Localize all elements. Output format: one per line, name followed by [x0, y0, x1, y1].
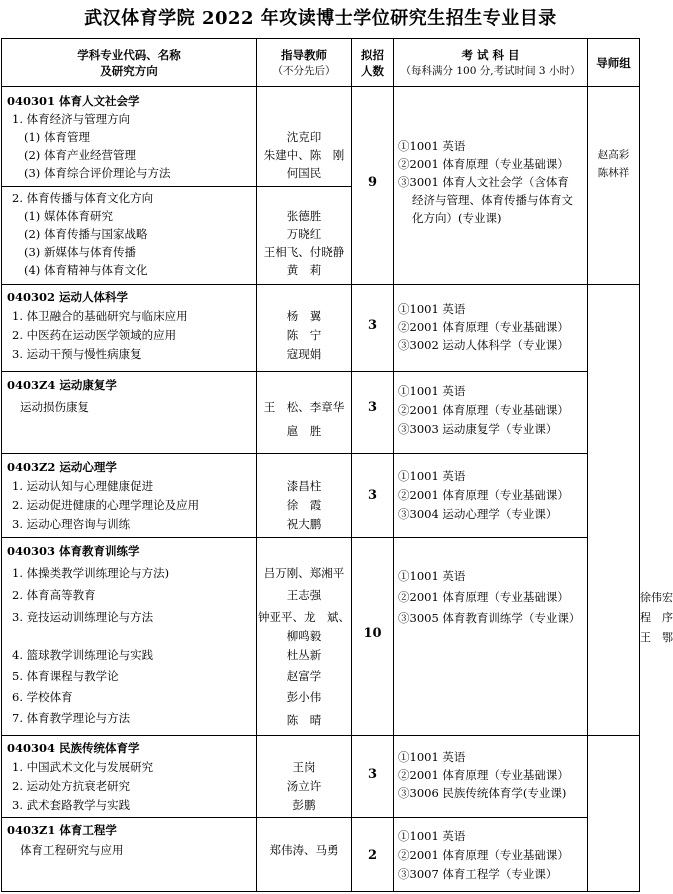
- research-direction: 1. 体操类教学训练理论与方法): [12, 566, 170, 580]
- research-direction: 3. 竞技运动训练理论与方法: [12, 610, 154, 624]
- supervisor-name: 黄 莉: [286, 263, 322, 277]
- header-major-line2: 及研究方向: [100, 63, 158, 78]
- supervisor-name: 郑伟涛、马勇: [269, 843, 339, 857]
- research-direction: 3. 运动干预与慢性病康复: [12, 347, 142, 361]
- research-subdirection: (3) 体育综合评价理论与方法: [24, 166, 171, 180]
- research-subdirection: (3) 新媒体与体育传播: [24, 245, 136, 259]
- research-direction: 2. 体育高等教育: [12, 588, 96, 602]
- research-direction: 3. 武术套路教学与实践: [12, 798, 131, 812]
- advisor-group-cell: [588, 736, 640, 892]
- advisor-group-member: 陈林祥: [597, 167, 630, 179]
- supervisor-cell: [257, 454, 352, 538]
- exam-subject: ③3002 运动人体科学（专业课）: [398, 338, 569, 352]
- header-major: [2, 39, 257, 87]
- quota-value: 2: [367, 848, 378, 863]
- supervisor-name: 王志强: [286, 588, 322, 602]
- major-name: 040304 民族传统体育学: [7, 741, 140, 755]
- table-row: [2, 372, 640, 454]
- table-row: 040303 体育教育训练学 1. 体操类教学训练理论与方法) 2. 体育高等教育 3. 竞技运动训练理论与方法 4. 篮球教学训练理论与实践 5. 体育课程与教学论 6. 学校体育 7. 体育教学理论与方法 吕万刚、郑湘平 王志强 钟亚平、龙 斌、 柳鸣毅 杜丛新 赵富学 彭小伟 陈 晴 10 ①1001 英语 ②2001 体育原理（专业基础课） ③3005 体育教育训练学（专业课） 徐伟宏 程 序 王 鄂: [2, 538, 640, 736]
- supervisor-cell: [257, 87, 352, 187]
- header-major-line1: 学科专业代码、名称: [77, 47, 181, 62]
- supervisor-name: 陈 宁: [286, 328, 322, 342]
- supervisor-name: 徐 霞: [286, 498, 322, 512]
- header-supervisor-line1: 指导教师: [281, 47, 327, 62]
- supervisor-name: 王 松、李章华: [263, 400, 345, 414]
- supervisor-name: 寇现娟: [286, 347, 322, 361]
- exam-subject: ①1001 英语: [398, 750, 466, 764]
- supervisor-name: 汤立许: [286, 779, 322, 793]
- exam-subject: ③3003 运动康复学（专业课）: [398, 422, 558, 436]
- table-row: [2, 818, 640, 892]
- major-cell: [2, 736, 257, 818]
- exam-subject: ①1001 英语: [398, 469, 466, 483]
- supervisor-name: 彭小伟: [286, 690, 322, 704]
- major-cell: [2, 187, 257, 285]
- major-name: 0403Z1 体育工程学: [7, 823, 117, 837]
- major-cell: [2, 538, 257, 736]
- exam-subject: ②2001 体育原理（专业基础课）: [398, 590, 569, 604]
- supervisor-name: 王岗: [292, 760, 316, 774]
- major-name: 040302 运动人体科学: [7, 290, 129, 304]
- supervisor-name: 何国民: [286, 166, 322, 180]
- supervisor-cell: [257, 818, 352, 892]
- advisor-group-cell: [588, 285, 640, 736]
- major-name: 040303 体育教育训练学: [7, 544, 140, 558]
- research-subdirection: (1) 体育管理: [24, 130, 90, 144]
- header-supervisor-line2: （不分先后）: [272, 64, 336, 77]
- exam-cell: [394, 87, 588, 285]
- header-exam-line2: （每科满分 100 分,考试时间 3 小时）: [400, 64, 581, 77]
- major-name: 040301 体育人文社会学: [7, 94, 140, 108]
- research-subdirection: (2) 体育传播与国家战略: [24, 227, 148, 241]
- table-header-row: [2, 39, 640, 87]
- exam-cell: [394, 538, 588, 736]
- supervisor-cell: [257, 736, 352, 818]
- supervisor-name: 朱建中、陈 刚: [263, 148, 345, 162]
- exam-subject: ①1001 英语: [398, 569, 466, 583]
- research-direction: 4. 篮球教学训练理论与实践: [12, 648, 154, 662]
- table-row: [2, 285, 640, 372]
- supervisor-name: 彭鹏: [292, 798, 316, 812]
- supervisor-name: 陈 晴: [286, 713, 322, 727]
- supervisor-cell: [257, 372, 352, 454]
- supervisor-cell: [257, 285, 352, 372]
- quota-value: 9: [367, 175, 378, 190]
- exam-subject: ①1001 英语: [398, 139, 466, 153]
- research-direction: 7. 体育教学理论与方法: [12, 711, 131, 725]
- exam-subject-cont: 经济与管理、体育传播与体育文: [412, 193, 573, 207]
- major-cell: [2, 818, 257, 892]
- supervisor-name: 沈克印: [286, 130, 322, 144]
- research-subdirection: (1) 媒体体育研究: [24, 209, 113, 223]
- supervisor-name: 钟亚平、龙 斌、: [258, 610, 350, 624]
- research-subdirection: (2) 体育产业经营管理: [24, 148, 136, 162]
- research-direction: 2. 运动促进健康的心理学理论及应用: [12, 498, 200, 512]
- exam-subject-cont: 化方向）(专业课): [412, 211, 502, 225]
- research-direction: 3. 运动心理咨询与训练: [12, 517, 131, 531]
- quota-cell: [352, 87, 394, 285]
- quota-cell: [352, 454, 394, 538]
- exam-cell: [394, 736, 588, 818]
- exam-cell: [394, 454, 588, 538]
- exam-cell: [394, 285, 588, 372]
- quota-value: 3: [367, 318, 378, 333]
- header-quota: [352, 39, 394, 87]
- major-cell: [2, 285, 257, 372]
- quota-cell: [352, 285, 394, 372]
- header-exam: [394, 39, 588, 87]
- supervisor-cell: [257, 538, 352, 736]
- major-cell: [2, 87, 257, 187]
- table-row: [2, 454, 640, 538]
- header-supervisor: [257, 39, 352, 87]
- research-direction: 2. 体育传播与体育文化方向: [12, 191, 154, 205]
- header-group-label: 导师组: [596, 55, 631, 70]
- supervisor-name: 万晓红: [286, 227, 322, 241]
- research-direction: 1. 中国武术文化与发展研究: [12, 760, 154, 774]
- quota-cell: [352, 372, 394, 454]
- exam-subject: ②2001 体育原理（专业基础课）: [398, 488, 569, 502]
- research-direction: 1. 体育经济与管理方向: [12, 112, 131, 126]
- research-direction: 5. 体育课程与教学论: [12, 669, 119, 683]
- page-title: 武汉体育学院 2022 年攻读博士学位研究生招生专业目录: [84, 8, 557, 29]
- exam-cell: [394, 372, 588, 454]
- supervisor-name: 王相飞、付晓静: [263, 245, 345, 259]
- advisor-group-member: 赵高彩: [597, 149, 630, 161]
- exam-subject: ③3001 体育人文社会学（含体育: [398, 175, 569, 189]
- supervisor-name: 张德胜: [286, 209, 322, 223]
- table-row: [2, 87, 640, 187]
- quota-cell: [352, 736, 394, 818]
- supervisor-name: 杜丛新: [286, 648, 322, 662]
- header-quota-line2: 人数: [361, 63, 384, 78]
- research-subdirection: (4) 体育精神与体育文化: [24, 263, 148, 277]
- exam-subject: ②2001 体育原理（专业基础课）: [398, 157, 569, 171]
- exam-subject: ①1001 英语: [398, 829, 466, 843]
- major-cell: [2, 454, 257, 538]
- supervisor-name: 赵富学: [286, 669, 322, 683]
- quota-value: 3: [367, 400, 378, 415]
- supervisor-name: 祝大鹏: [286, 517, 322, 531]
- exam-subject: ③3005 体育教育训练学（专业课）: [398, 611, 581, 625]
- research-direction: 运动损伤康复: [20, 400, 89, 414]
- major-name: 0403Z4 运动康复学: [7, 378, 117, 392]
- research-direction: 2. 运动处方抗衰老研究: [12, 779, 131, 793]
- major-name: 0403Z2 运动心理学: [7, 460, 117, 474]
- table-row: [2, 736, 640, 818]
- supervisor-name: 吕万刚、郑湘平: [263, 566, 345, 580]
- exam-subject: ③3004 运动心理学（专业课）: [398, 507, 558, 521]
- exam-subject: ③3006 民族传统体育学(专业课): [398, 786, 567, 800]
- exam-subject: ②2001 体育原理（专业基础课）: [398, 768, 569, 782]
- quota-cell: [352, 818, 394, 892]
- supervisor-name: 杨 翼: [286, 309, 322, 323]
- research-direction: 体育工程研究与应用: [20, 843, 124, 857]
- exam-subject: ②2001 体育原理（专业基础课）: [398, 403, 569, 417]
- exam-subject: ①1001 英语: [398, 302, 466, 316]
- exam-subject: ②2001 体育原理（专业基础课）: [398, 848, 569, 862]
- major-cell: [2, 372, 257, 454]
- enrollment-catalog-table: [1, 38, 673, 892]
- header-exam-line1: 考 试 科 目: [461, 47, 520, 62]
- quota-value: 3: [367, 488, 378, 503]
- header-quota-line1: 拟招: [361, 47, 384, 62]
- research-direction: 1. 体卫融合的基础研究与临床应用: [12, 309, 188, 323]
- supervisor-name: 扈 胜: [286, 424, 322, 438]
- supervisor-name: 柳鸣毅: [286, 629, 322, 643]
- quota-cell: [352, 538, 394, 736]
- research-direction: 6. 学校体育: [12, 690, 73, 704]
- supervisor-cell: [257, 187, 352, 285]
- exam-cell: [394, 818, 588, 892]
- research-direction: 1. 运动认知与心理健康促进: [12, 479, 154, 493]
- advisor-group-cell: [588, 87, 640, 285]
- quota-value: 10: [363, 626, 382, 641]
- quota-value: 3: [367, 767, 378, 782]
- research-direction: 2. 中医药在运动医学领域的应用: [12, 328, 177, 342]
- exam-subject: ③3007 体育工程学（专业课）: [398, 867, 558, 881]
- exam-subject: ①1001 英语: [398, 384, 466, 398]
- exam-subject: ②2001 体育原理（专业基础课）: [398, 320, 569, 334]
- supervisor-name: 漆昌柱: [286, 479, 322, 493]
- header-group: [588, 39, 640, 87]
